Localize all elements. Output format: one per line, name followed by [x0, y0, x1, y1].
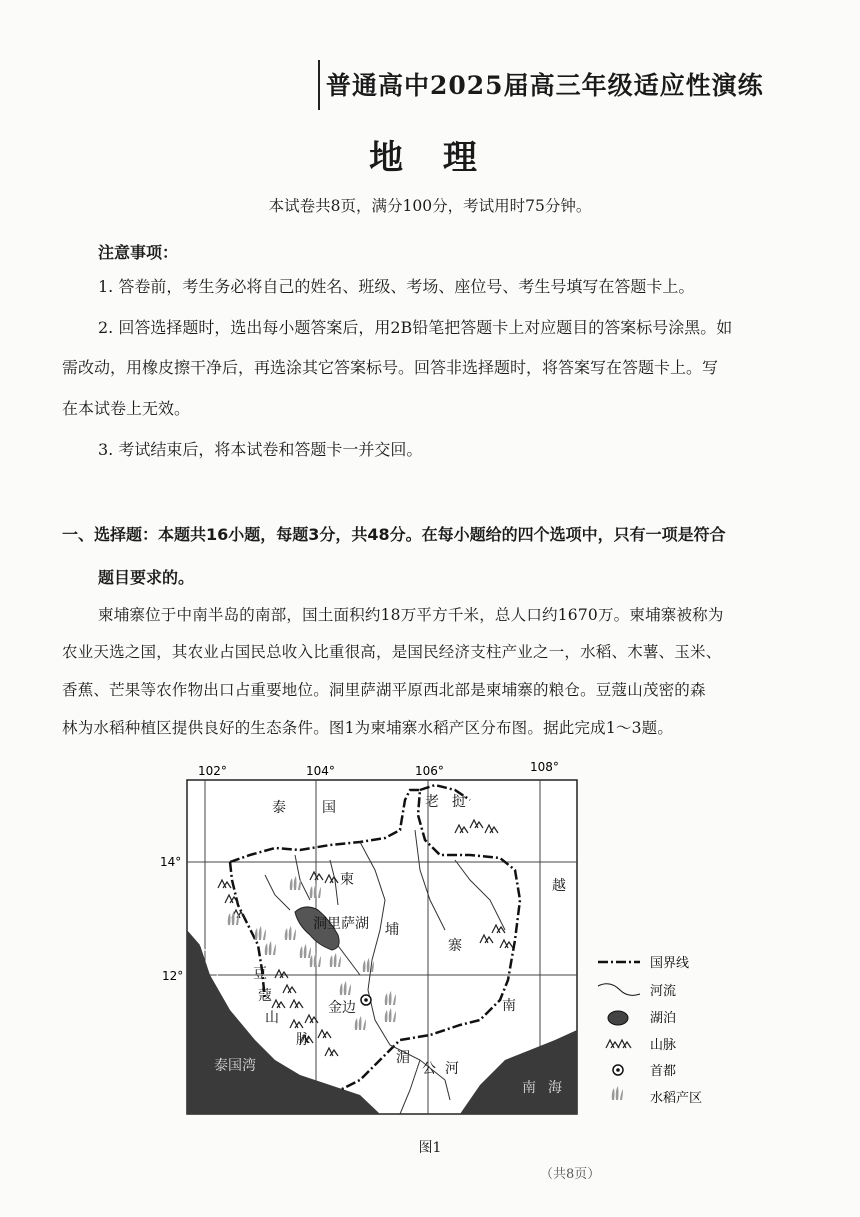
legend-capital-label: 首都 — [650, 1064, 677, 1079]
section-heading-line-2: 题目要求的。 — [98, 568, 195, 587]
label-laos-2: 挝 — [452, 794, 466, 810]
label-laos-1: 老 — [425, 794, 439, 810]
legend-lake-label: 湖泊 — [650, 1011, 677, 1026]
label-thailand-1: 泰 — [272, 800, 286, 816]
legend-mountain-label: 山脉 — [650, 1038, 677, 1053]
notice-item-2-line-2: 需改动，用橡皮擦干净后，再选涂其它答案标号。回答非选择题时，将答案写在答题卡上。写 — [62, 358, 719, 377]
label-mountain-2: 蔻 — [258, 988, 272, 1004]
figure-caption: 图1 — [418, 1140, 442, 1156]
label-mekong-2: 公 — [422, 1061, 436, 1077]
legend-rice-label: 水稻产区 — [650, 1091, 703, 1106]
label-sea-1: 南 — [522, 1080, 536, 1096]
lat-label-14: 14° — [160, 855, 182, 869]
notice-item-1: 1. 答卷前，考生务必将自己的姓名、班级、考场、座位号、考生号填写在答题卡上。 — [98, 277, 695, 296]
label-thailand-2: 国 — [322, 800, 336, 816]
lat-label-12: 12° — [162, 969, 184, 983]
label-vietnam-1: 越 — [552, 878, 566, 894]
legend-border-label: 国界线 — [650, 956, 690, 971]
label-cambodia-1: 柬 — [340, 872, 354, 888]
label-mountain-3: 山 — [265, 1010, 279, 1026]
lon-label-106: 106° — [415, 764, 444, 778]
exam-title: 普通高中2025届高三年级适应性演练 — [326, 71, 764, 100]
lon-label-104: 104° — [306, 764, 335, 778]
label-mountain-1: 豆 — [253, 966, 267, 982]
exam-info: 本试卷共8页，满分100分，考试用时75分钟。 — [268, 197, 592, 215]
label-gulf-of-thailand: 泰国湾 — [214, 1058, 256, 1074]
passage-line-1: 柬埔寨位于中南半岛的南部，国土面积约18万平方千米，总人口约1670万。柬埔寨被称为 — [98, 606, 724, 624]
legend-river-label: 河流 — [650, 984, 677, 999]
label-cambodia-2: 埔 — [385, 922, 399, 938]
label-tonle-sap-lake: 洞里萨湖 — [313, 916, 369, 932]
passage-line-2: 农业天选之国，其农业占国民总收入比重很高，是国民经济支柱产业之一，水稻、木薯、玉米、 — [62, 643, 722, 661]
page-footer: （共8页） — [540, 1167, 601, 1182]
notice-heading: 注意事项： — [98, 243, 179, 262]
subject-title: 地 理 — [369, 138, 491, 178]
label-cambodia-3: 寨 — [448, 938, 462, 954]
passage-line-4: 林为水稻种植区提供良好的生态条件。图1为柬埔寨水稻产区分布图。据此完成1～3题。 — [62, 719, 674, 737]
notice-item-3: 3. 考试结束后，将本试卷和答题卡一并交回。 — [98, 440, 423, 459]
notice-item-2-line-1: 2. 回答选择题时，选出每小题答案后，用2B铅笔把答题卡上对应题目的答案标号涂黑。如 — [98, 318, 733, 337]
map-legend — [598, 955, 702, 1106]
label-sea-2: 海 — [548, 1080, 562, 1096]
lon-label-102: 102° — [198, 764, 227, 778]
label-vietnam-2: 南 — [502, 998, 516, 1014]
label-mekong-3: 河 — [445, 1061, 459, 1077]
section-heading-line-1: 一、选择题：本题共16小题，每题3分，共48分。在每小题给的四个选项中，只有一项是符合 — [62, 525, 726, 544]
label-mountain-4: 脉 — [296, 1032, 310, 1048]
label-mekong-1: 湄 — [396, 1050, 410, 1066]
passage-line-3: 香蕉、芒果等农作物出口占重要地位。洞里萨湖平原西北部是柬埔寨的粮仓。豆蔻山茂密的森 — [62, 681, 706, 699]
label-capital: 金边 — [328, 1000, 356, 1016]
notice-item-2-line-3: 在本试卷上无效。 — [62, 399, 191, 418]
capital-symbol — [361, 995, 371, 1005]
lon-label-108: 108° — [530, 760, 559, 774]
